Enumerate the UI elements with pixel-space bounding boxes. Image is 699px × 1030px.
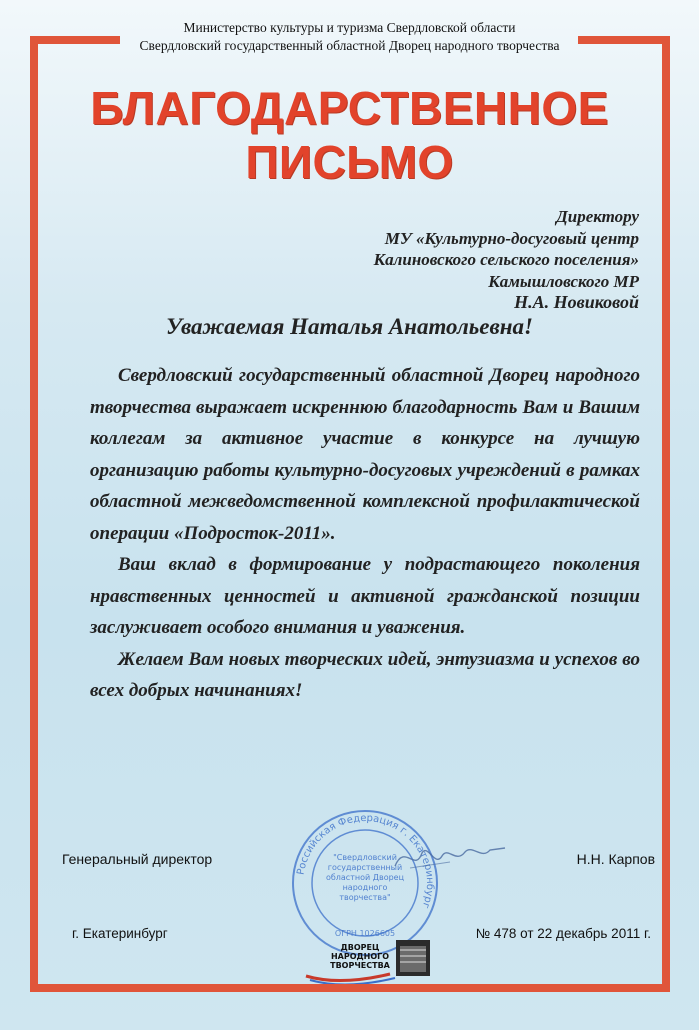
- signature-name: Н.Н. Карпов: [576, 851, 655, 867]
- palace-logo: [300, 936, 440, 984]
- logo-line3: ТВОРЧЕСТВА: [330, 961, 390, 970]
- addressee-line4: Камышловского МР: [488, 271, 639, 291]
- signature-role: Генеральный директор: [62, 851, 213, 867]
- header-org-line2: Свердловский государственный областной Дворец народного творчества: [139, 38, 560, 53]
- city: г. Екатеринбург: [72, 926, 168, 941]
- addressee-block: [374, 206, 639, 314]
- logo-line1: ДВОРЕЦ: [340, 943, 380, 952]
- logo-line2: НАРОДНОГО: [330, 952, 390, 961]
- body-paragraph-3: Желаем Вам новых творческих идей, энтузиазма и успехов во всех добрых начинаниях!: [90, 648, 640, 701]
- frame-bottom: [30, 984, 670, 992]
- addressee-name: Н.А. Новиковой: [514, 292, 639, 312]
- greeting: Уважаемая Наталья Анатольевна!: [166, 314, 533, 339]
- stamp-outer-text: Российская Федерация г. Екатеринбург: [295, 812, 436, 910]
- addressee-line1: Директору: [556, 207, 639, 226]
- letter-body: [90, 360, 640, 707]
- addressee-line3: Калиновского сельского поселения»: [373, 250, 639, 269]
- body-paragraph-2: Ваш вклад в формирование у подрастающего поколения нравственных ценностей и активной гражданской позиции заслуживает особого внимания и уважения.: [90, 554, 640, 638]
- title-line2: ПИСЬМО: [245, 136, 454, 188]
- stamp-ogrn: ОГРН 1026605: [334, 929, 396, 938]
- stamp-inner-text: "Свердловский государственный областной Дворец народного творчества": [325, 853, 405, 902]
- body-paragraph-1: Свердловский государственный областной Дворец народного творчества выражает искреннюю благодарность Вам и Вашим коллегам за активное участие в конкурсе на лучшую организацию работы культурно-досуговых учреждений в рамках областной межведомственной комплексной профилактической операции «Подросток-2011».: [90, 365, 640, 544]
- addressee-line2: МУ «Культурно-досуговый центр: [384, 228, 639, 248]
- document-number: № 478 от 22 декабрь 2011 г.: [475, 926, 651, 941]
- handwritten-signature: [390, 838, 510, 878]
- header-org-line1: Министерство культуры и туризма Свердловской области: [183, 20, 516, 35]
- title-line1: БЛАГОДАРСТВЕННОЕ: [90, 82, 609, 134]
